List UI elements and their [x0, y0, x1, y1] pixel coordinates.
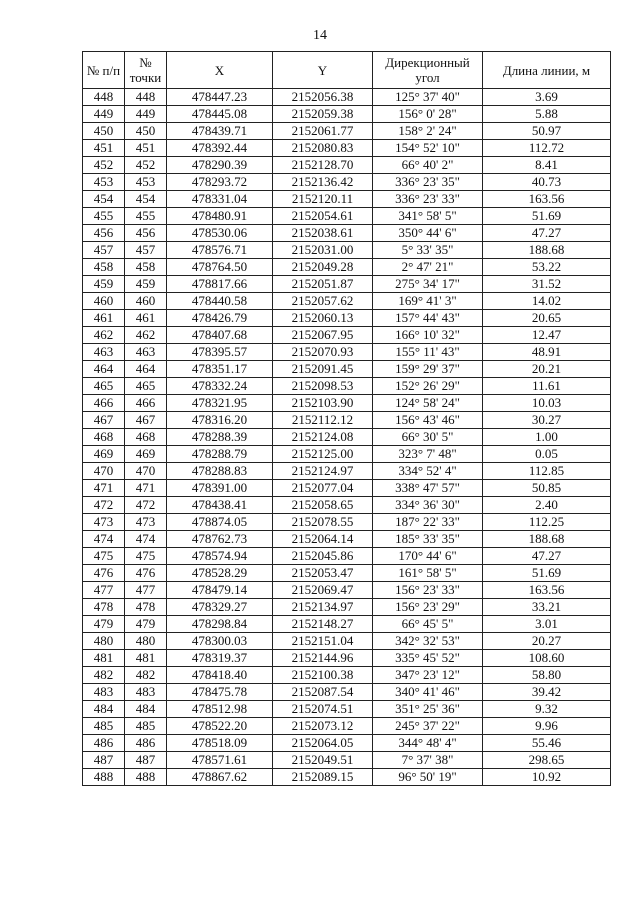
coordinates-table: [82, 51, 611, 786]
cell-row-number: 475: [83, 548, 125, 565]
cell-point-number: 481: [125, 650, 167, 667]
cell-point-number: 449: [125, 106, 167, 123]
cell-bearing: 341° 58' 5": [373, 208, 483, 225]
cell-x: 478439.71: [167, 123, 273, 140]
cell-point-number: 465: [125, 378, 167, 395]
cell-y: 2152061.77: [273, 123, 373, 140]
table-row: [83, 718, 611, 735]
cell-bearing: 66° 40' 2": [373, 157, 483, 174]
cell-line-length: 112.85: [483, 463, 611, 480]
cell-y: 2152073.12: [273, 718, 373, 735]
cell-y: 2152070.93: [273, 344, 373, 361]
cell-y: 2152067.95: [273, 327, 373, 344]
cell-y: 2152112.12: [273, 412, 373, 429]
cell-line-length: 112.72: [483, 140, 611, 157]
table-row: [83, 701, 611, 718]
cell-row-number: 453: [83, 174, 125, 191]
table-row: [83, 548, 611, 565]
header-y: Y: [273, 52, 373, 89]
table-row: [83, 276, 611, 293]
table-row: [83, 582, 611, 599]
cell-row-number: 464: [83, 361, 125, 378]
table-row: [83, 327, 611, 344]
table-row: [83, 361, 611, 378]
cell-row-number: 485: [83, 718, 125, 735]
cell-point-number: 478: [125, 599, 167, 616]
table-row: [83, 480, 611, 497]
cell-row-number: 478: [83, 599, 125, 616]
cell-row-number: 452: [83, 157, 125, 174]
cell-y: 2152151.04: [273, 633, 373, 650]
cell-x: 478392.44: [167, 140, 273, 157]
cell-point-number: 479: [125, 616, 167, 633]
cell-y: 2152089.15: [273, 769, 373, 786]
cell-x: 478288.39: [167, 429, 273, 446]
cell-line-length: 8.41: [483, 157, 611, 174]
cell-y: 2152120.11: [273, 191, 373, 208]
cell-bearing: 169° 41' 3": [373, 293, 483, 310]
cell-bearing: 338° 47' 57": [373, 480, 483, 497]
cell-x: 478407.68: [167, 327, 273, 344]
cell-point-number: 469: [125, 446, 167, 463]
cell-y: 2152124.08: [273, 429, 373, 446]
cell-point-number: 473: [125, 514, 167, 531]
cell-row-number: 471: [83, 480, 125, 497]
cell-y: 2152058.65: [273, 497, 373, 514]
table-row: [83, 310, 611, 327]
cell-point-number: 474: [125, 531, 167, 548]
cell-point-number: 482: [125, 667, 167, 684]
cell-x: 478321.95: [167, 395, 273, 412]
cell-line-length: 163.56: [483, 582, 611, 599]
cell-x: 478867.62: [167, 769, 273, 786]
cell-y: 2152074.51: [273, 701, 373, 718]
cell-line-length: 298.65: [483, 752, 611, 769]
cell-bearing: 96° 50' 19": [373, 769, 483, 786]
cell-row-number: 469: [83, 446, 125, 463]
cell-point-number: 483: [125, 684, 167, 701]
cell-bearing: 245° 37' 22": [373, 718, 483, 735]
table-row: [83, 633, 611, 650]
cell-bearing: 159° 29' 37": [373, 361, 483, 378]
cell-row-number: 487: [83, 752, 125, 769]
cell-x: 478438.41: [167, 497, 273, 514]
cell-y: 2152103.90: [273, 395, 373, 412]
table-row: [83, 140, 611, 157]
cell-point-number: 485: [125, 718, 167, 735]
cell-line-length: 51.69: [483, 565, 611, 582]
cell-bearing: 156° 0' 28": [373, 106, 483, 123]
table-row: [83, 157, 611, 174]
cell-row-number: 477: [83, 582, 125, 599]
cell-row-number: 456: [83, 225, 125, 242]
cell-y: 2152144.96: [273, 650, 373, 667]
cell-bearing: 161° 58' 5": [373, 565, 483, 582]
table-row: [83, 242, 611, 259]
cell-line-length: 39.42: [483, 684, 611, 701]
cell-y: 2152064.05: [273, 735, 373, 752]
header-point-number: № точки: [125, 52, 167, 89]
table-row: [83, 650, 611, 667]
cell-point-number: 459: [125, 276, 167, 293]
cell-x: 478290.39: [167, 157, 273, 174]
cell-x: 478316.20: [167, 412, 273, 429]
cell-line-length: 0.05: [483, 446, 611, 463]
cell-row-number: 473: [83, 514, 125, 531]
cell-bearing: 125° 37' 40": [373, 89, 483, 106]
cell-line-length: 3.69: [483, 89, 611, 106]
cell-point-number: 472: [125, 497, 167, 514]
cell-x: 478319.37: [167, 650, 273, 667]
cell-line-length: 5.88: [483, 106, 611, 123]
cell-bearing: 350° 44' 6": [373, 225, 483, 242]
table-row: [83, 106, 611, 123]
cell-point-number: 471: [125, 480, 167, 497]
table-row: [83, 531, 611, 548]
cell-y: 2152064.14: [273, 531, 373, 548]
cell-y: 2152091.45: [273, 361, 373, 378]
cell-point-number: 463: [125, 344, 167, 361]
cell-line-length: 20.65: [483, 310, 611, 327]
cell-bearing: 2° 47' 21": [373, 259, 483, 276]
cell-point-number: 458: [125, 259, 167, 276]
cell-y: 2152134.97: [273, 599, 373, 616]
cell-line-length: 47.27: [483, 225, 611, 242]
table-row: [83, 378, 611, 395]
cell-y: 2152069.47: [273, 582, 373, 599]
cell-point-number: 467: [125, 412, 167, 429]
cell-point-number: 462: [125, 327, 167, 344]
cell-line-length: 188.68: [483, 531, 611, 548]
table-row: [83, 599, 611, 616]
cell-x: 478288.83: [167, 463, 273, 480]
cell-bearing: 156° 43' 46": [373, 412, 483, 429]
header-line-length: Длина линии, м: [483, 52, 611, 89]
table-row: [83, 174, 611, 191]
cell-row-number: 449: [83, 106, 125, 123]
cell-point-number: 450: [125, 123, 167, 140]
cell-row-number: 463: [83, 344, 125, 361]
cell-line-length: 50.85: [483, 480, 611, 497]
cell-x: 478479.14: [167, 582, 273, 599]
cell-row-number: 451: [83, 140, 125, 157]
cell-bearing: 344° 48' 4": [373, 735, 483, 752]
cell-row-number: 468: [83, 429, 125, 446]
cell-x: 478445.08: [167, 106, 273, 123]
cell-line-length: 1.00: [483, 429, 611, 446]
table-row: [83, 497, 611, 514]
cell-x: 478574.94: [167, 548, 273, 565]
cell-row-number: 450: [83, 123, 125, 140]
cell-line-length: 33.21: [483, 599, 611, 616]
cell-point-number: 461: [125, 310, 167, 327]
cell-x: 478518.09: [167, 735, 273, 752]
cell-x: 478874.05: [167, 514, 273, 531]
table-header-row: [83, 52, 611, 89]
cell-line-length: 20.21: [483, 361, 611, 378]
cell-line-length: 188.68: [483, 242, 611, 259]
cell-x: 478522.20: [167, 718, 273, 735]
cell-bearing: 342° 32' 53": [373, 633, 483, 650]
cell-y: 2152100.38: [273, 667, 373, 684]
cell-line-length: 3.01: [483, 616, 611, 633]
header-bearing: Дирекционный угол: [373, 52, 483, 89]
cell-x: 478329.27: [167, 599, 273, 616]
cell-line-length: 108.60: [483, 650, 611, 667]
table-row: [83, 259, 611, 276]
cell-point-number: 457: [125, 242, 167, 259]
table-row: [83, 446, 611, 463]
cell-bearing: 157° 44' 43": [373, 310, 483, 327]
cell-row-number: 458: [83, 259, 125, 276]
cell-row-number: 455: [83, 208, 125, 225]
cell-x: 478293.72: [167, 174, 273, 191]
cell-line-length: 58.80: [483, 667, 611, 684]
cell-line-length: 9.32: [483, 701, 611, 718]
cell-y: 2152087.54: [273, 684, 373, 701]
cell-bearing: 5° 33' 35": [373, 242, 483, 259]
cell-point-number: 448: [125, 89, 167, 106]
cell-line-length: 53.22: [483, 259, 611, 276]
cell-point-number: 466: [125, 395, 167, 412]
cell-y: 2152128.70: [273, 157, 373, 174]
cell-point-number: 470: [125, 463, 167, 480]
cell-row-number: 454: [83, 191, 125, 208]
cell-bearing: 336° 23' 35": [373, 174, 483, 191]
cell-row-number: 462: [83, 327, 125, 344]
cell-x: 478440.58: [167, 293, 273, 310]
cell-x: 478300.03: [167, 633, 273, 650]
cell-row-number: 482: [83, 667, 125, 684]
table-row: [83, 191, 611, 208]
cell-row-number: 466: [83, 395, 125, 412]
cell-x: 478762.73: [167, 531, 273, 548]
cell-point-number: 453: [125, 174, 167, 191]
table-row: [83, 752, 611, 769]
table-row: [83, 293, 611, 310]
table-row: [83, 395, 611, 412]
cell-line-length: 30.27: [483, 412, 611, 429]
cell-point-number: 480: [125, 633, 167, 650]
table-row: [83, 123, 611, 140]
cell-point-number: 488: [125, 769, 167, 786]
table-row: [83, 429, 611, 446]
table-row: [83, 463, 611, 480]
cell-row-number: 481: [83, 650, 125, 667]
cell-y: 2152053.47: [273, 565, 373, 582]
cell-x: 478418.40: [167, 667, 273, 684]
table-row: [83, 667, 611, 684]
cell-y: 2152049.51: [273, 752, 373, 769]
cell-row-number: 460: [83, 293, 125, 310]
table-row: [83, 344, 611, 361]
cell-bearing: 124° 58' 24": [373, 395, 483, 412]
cell-line-length: 112.25: [483, 514, 611, 531]
cell-point-number: 460: [125, 293, 167, 310]
cell-line-length: 48.91: [483, 344, 611, 361]
cell-line-length: 50.97: [483, 123, 611, 140]
cell-y: 2152056.38: [273, 89, 373, 106]
cell-point-number: 487: [125, 752, 167, 769]
cell-point-number: 484: [125, 701, 167, 718]
cell-row-number: 459: [83, 276, 125, 293]
cell-row-number: 480: [83, 633, 125, 650]
cell-line-length: 20.27: [483, 633, 611, 650]
cell-y: 2152031.00: [273, 242, 373, 259]
cell-line-length: 2.40: [483, 497, 611, 514]
cell-x: 478447.23: [167, 89, 273, 106]
cell-y: 2152059.38: [273, 106, 373, 123]
cell-row-number: 448: [83, 89, 125, 106]
cell-y: 2152054.61: [273, 208, 373, 225]
table-row: [83, 514, 611, 531]
cell-bearing: 7° 37' 38": [373, 752, 483, 769]
cell-x: 478571.61: [167, 752, 273, 769]
cell-point-number: 452: [125, 157, 167, 174]
cell-row-number: 484: [83, 701, 125, 718]
cell-x: 478298.84: [167, 616, 273, 633]
cell-bearing: 323° 7' 48": [373, 446, 483, 463]
cell-bearing: 154° 52' 10": [373, 140, 483, 157]
cell-row-number: 474: [83, 531, 125, 548]
cell-y: 2152136.42: [273, 174, 373, 191]
cell-x: 478331.04: [167, 191, 273, 208]
cell-bearing: 351° 25' 36": [373, 701, 483, 718]
cell-x: 478817.66: [167, 276, 273, 293]
cell-row-number: 483: [83, 684, 125, 701]
cell-point-number: 477: [125, 582, 167, 599]
table-row: [83, 89, 611, 106]
cell-y: 2152051.87: [273, 276, 373, 293]
cell-y: 2152098.53: [273, 378, 373, 395]
cell-line-length: 14.02: [483, 293, 611, 310]
cell-row-number: 488: [83, 769, 125, 786]
cell-point-number: 486: [125, 735, 167, 752]
cell-point-number: 451: [125, 140, 167, 157]
page-number: 14: [313, 28, 327, 43]
cell-line-length: 10.03: [483, 395, 611, 412]
cell-y: 2152080.83: [273, 140, 373, 157]
cell-y: 2152045.86: [273, 548, 373, 565]
cell-y: 2152078.55: [273, 514, 373, 531]
cell-x: 478426.79: [167, 310, 273, 327]
cell-point-number: 464: [125, 361, 167, 378]
cell-x: 478395.57: [167, 344, 273, 361]
cell-bearing: 170° 44' 6": [373, 548, 483, 565]
cell-point-number: 468: [125, 429, 167, 446]
cell-bearing: 66° 30' 5": [373, 429, 483, 446]
cell-y: 2152148.27: [273, 616, 373, 633]
cell-point-number: 475: [125, 548, 167, 565]
cell-bearing: 340° 41' 46": [373, 684, 483, 701]
cell-bearing: 166° 10' 32": [373, 327, 483, 344]
cell-row-number: 470: [83, 463, 125, 480]
cell-y: 2152060.13: [273, 310, 373, 327]
cell-line-length: 9.96: [483, 718, 611, 735]
cell-x: 478288.79: [167, 446, 273, 463]
cell-line-length: 55.46: [483, 735, 611, 752]
cell-row-number: 461: [83, 310, 125, 327]
cell-row-number: 467: [83, 412, 125, 429]
table-row: [83, 769, 611, 786]
cell-y: 2152077.04: [273, 480, 373, 497]
cell-bearing: 347° 23' 12": [373, 667, 483, 684]
table-row: [83, 225, 611, 242]
cell-point-number: 456: [125, 225, 167, 242]
cell-row-number: 457: [83, 242, 125, 259]
cell-row-number: 479: [83, 616, 125, 633]
cell-x: 478512.98: [167, 701, 273, 718]
cell-bearing: 334° 52' 4": [373, 463, 483, 480]
table-row: [83, 412, 611, 429]
table-row: [83, 616, 611, 633]
cell-bearing: 336° 23' 33": [373, 191, 483, 208]
header-row-number: № п/п: [83, 52, 125, 89]
cell-x: 478576.71: [167, 242, 273, 259]
cell-line-length: 31.52: [483, 276, 611, 293]
header-x: X: [167, 52, 273, 89]
cell-bearing: 158° 2' 24": [373, 123, 483, 140]
table-row: [83, 565, 611, 582]
cell-row-number: 472: [83, 497, 125, 514]
cell-row-number: 486: [83, 735, 125, 752]
cell-line-length: 47.27: [483, 548, 611, 565]
cell-bearing: 66° 45' 5": [373, 616, 483, 633]
cell-bearing: 152° 26' 29": [373, 378, 483, 395]
cell-point-number: 454: [125, 191, 167, 208]
cell-bearing: 155° 11' 43": [373, 344, 483, 361]
cell-y: 2152125.00: [273, 446, 373, 463]
cell-line-length: 40.73: [483, 174, 611, 191]
cell-line-length: 163.56: [483, 191, 611, 208]
cell-point-number: 455: [125, 208, 167, 225]
cell-line-length: 12.47: [483, 327, 611, 344]
table-row: [83, 735, 611, 752]
cell-x: 478475.78: [167, 684, 273, 701]
cell-x: 478528.29: [167, 565, 273, 582]
table-row: [83, 684, 611, 701]
cell-bearing: 334° 36' 30": [373, 497, 483, 514]
cell-y: 2152038.61: [273, 225, 373, 242]
table-row: [83, 208, 611, 225]
cell-row-number: 465: [83, 378, 125, 395]
cell-line-length: 10.92: [483, 769, 611, 786]
cell-point-number: 476: [125, 565, 167, 582]
cell-x: 478530.06: [167, 225, 273, 242]
cell-row-number: 476: [83, 565, 125, 582]
cell-x: 478480.91: [167, 208, 273, 225]
cell-y: 2152049.28: [273, 259, 373, 276]
cell-y: 2152124.97: [273, 463, 373, 480]
cell-line-length: 51.69: [483, 208, 611, 225]
cell-x: 478332.24: [167, 378, 273, 395]
cell-bearing: 335° 45' 52": [373, 650, 483, 667]
cell-x: 478764.50: [167, 259, 273, 276]
cell-bearing: 185° 33' 35": [373, 531, 483, 548]
cell-y: 2152057.62: [273, 293, 373, 310]
cell-bearing: 275° 34' 17": [373, 276, 483, 293]
cell-bearing: 187° 22' 33": [373, 514, 483, 531]
cell-x: 478391.00: [167, 480, 273, 497]
cell-x: 478351.17: [167, 361, 273, 378]
cell-bearing: 156° 23' 33": [373, 582, 483, 599]
cell-line-length: 11.61: [483, 378, 611, 395]
cell-bearing: 156° 23' 29": [373, 599, 483, 616]
